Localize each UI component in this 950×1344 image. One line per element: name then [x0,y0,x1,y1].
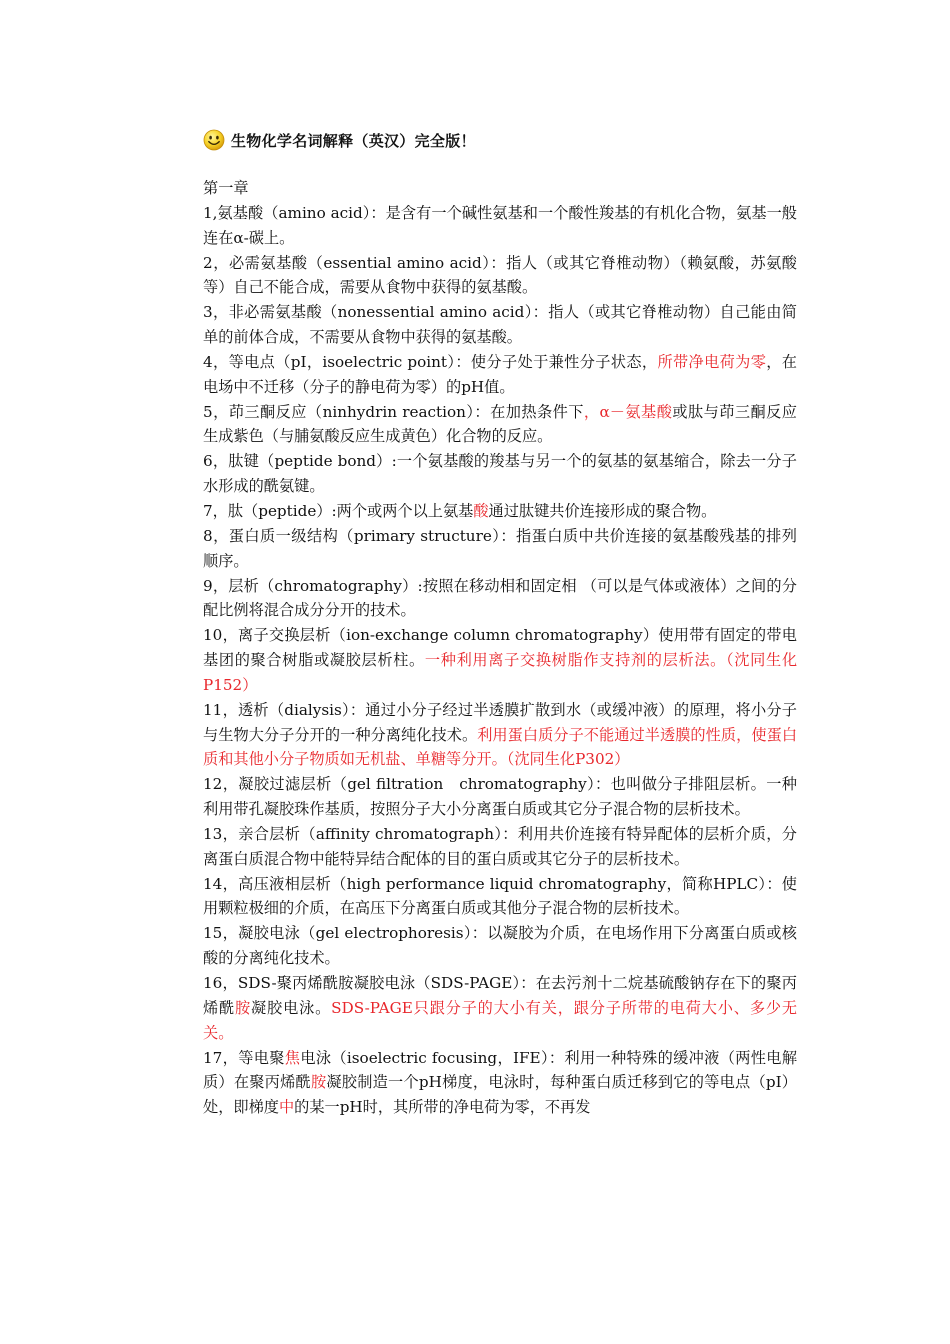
entry-text: 1,氨基酸（amino acid）：是含有一个碱性氨基和一个酸性羧基的有机化合物，氨基一般连在α-碳上。 [203,203,797,247]
highlighted-text: SDS-PAGE只跟分子的大小有关，跟分子所带的电荷大小、多少无关。 [203,998,798,1042]
glossary-entry [203,822,797,872]
entry-text: 10，离子交换层析（ion-exchange column chromatography）使用带有固定的带电基团的聚合树脂或凝胶层析柱。 [203,626,797,670]
entry-text: 14，高压液相层析（high performance liquid chromatography，简称HPLC）：使用颗粒极细的介质，在高压下分离蛋白质或其他分子混合物的层析技术。 [203,874,797,918]
smiley-face-icon [203,129,225,151]
title-row [203,128,476,152]
highlighted-text: 胺 [310,1073,327,1092]
glossary-entry [203,872,797,922]
entry-text: 的某一pH时，其所带的净电荷为零，不再发 [294,1098,591,1117]
entry-text: 8，蛋白质一级结构（primary structure）：指蛋白质中共价连接的氨基酸残基的排列顺序。 [203,526,797,570]
entry-text: 6，肽键（peptide bond）:一个氨基酸的羧基与另一个的氨基的氨基缩合，除去一分子水形成的酰氨键。 [203,452,797,496]
entry-text: 凝胶电泳。 [251,998,332,1017]
glossary-entry [203,251,797,301]
entry-text: 17，等电聚 [203,1048,285,1067]
entry-text: 13，亲合层析（affinity chromatograph）：利用共价连接有特异配体的层析介质，分离蛋白质混合物中能特异结合配体的目的蛋白质或其它分子的层析技术。 [203,824,797,868]
document-title: 生物化学名词解释（英汉）完全版！ [231,131,476,150]
entry-text: 15，凝胶电泳（gel electrophoresis）：以凝胶为介质，在电场作用下分离蛋白质或核酸的分离纯化技术。 [203,924,797,968]
glossary-entry [203,499,797,524]
highlighted-text: 利用蛋白质分子不能通过半透膜的性质，使蛋白质和其他小分子物质如无机盐、单糖等分开。（沈同生化P302） [203,725,798,769]
document-body [203,176,797,1120]
entry-text: ，在电场中不迁移（分子的静电荷为零）的pH值。 [203,352,797,396]
entry-text: 12，凝胶过滤层析（gel filtration chromatography）：也叫做分子排阻层析。一种利用带孔凝胶珠作基质，按照分子大小分离蛋白质或其它分子混合物的层析技术。 [203,775,797,819]
glossary-entry [203,300,797,350]
glossary-entry [203,971,797,1046]
glossary-entry [203,772,797,822]
chapter-heading: 第一章 [203,179,249,197]
entry-text: 4，等电点（pI，isoelectric point）：使分子处于兼性分子状态， [203,352,658,371]
entry-text: 通过肽键共价连接形成的聚合物。 [488,501,717,520]
entry-text: 5，茚三酮反应（ninhydrin reaction）：在加热条件下 [203,402,584,421]
glossary-entry [203,400,797,450]
glossary-entry [203,350,797,400]
entry-text: 或肽与茚三酮反应生成紫色（与脯氨酸反应生成黄色）化合物的反应。 [203,402,797,446]
highlighted-text: 中 [278,1098,295,1117]
highlighted-text: 酸 [473,501,489,520]
entry-text: 11，透析（dialysis）：通过小分子经过半透膜扩散到水（或缓冲液）的原理，将小分子与生物大分子分开的一种分离纯化技术。 [203,700,797,744]
highlighted-text: 焦 [284,1048,301,1067]
glossary-entry [203,623,797,698]
highlighted-text: 所带净电荷为零 [657,352,767,371]
glossary-entry [203,449,797,499]
glossary-entry [203,1046,797,1121]
entry-text: 7，肽（peptide）:两个或两个以上氨基 [203,501,474,520]
entry-text: 9，层析（chromatography）:按照在移动相和固定相 （可以是气体或液体）之间的分配比例将混合成分分开的技术。 [203,576,797,620]
entry-text: 16，SDS-聚丙烯酰胺凝胶电泳（SDS-PAGE）：在去污剂十二烷基硫酸钠存在下的聚丙烯酰 [203,974,797,1017]
entry-text: 2，必需氨基酸（essential amino acid）：指人（或其它脊椎动物）（赖氨酸，苏氨酸等）自己不能合成，需要从食物中获得的氨基酸。 [203,253,797,297]
glossary-entry [203,574,797,624]
entry-text: 电泳（isoelectric focusing，IFE）：利用一种特殊的缓冲液（两性电解质）在聚丙烯酰 [203,1048,798,1092]
entry-text: 凝胶制造一个pH梯度，电泳时，每种蛋白质迁移到它的等电点（pI）处，即梯度 [203,1073,797,1117]
entry-text: 3，非必需氨基酸（nonessential amino acid）：指人（或其它脊椎动物）自己能由简单的前体合成，不需要从食物中获得的氨基酸。 [203,303,797,347]
highlighted-text: 胺 [235,998,252,1017]
glossary-entry [203,698,797,773]
highlighted-text: ，α－氨基酸 [583,402,673,421]
glossary-entry [203,921,797,971]
glossary-entry [203,201,797,251]
glossary-entry [203,524,797,574]
highlighted-text: 一种利用离子交换树脂作支持剂的层析法。（沈同生化P152） [203,651,798,694]
